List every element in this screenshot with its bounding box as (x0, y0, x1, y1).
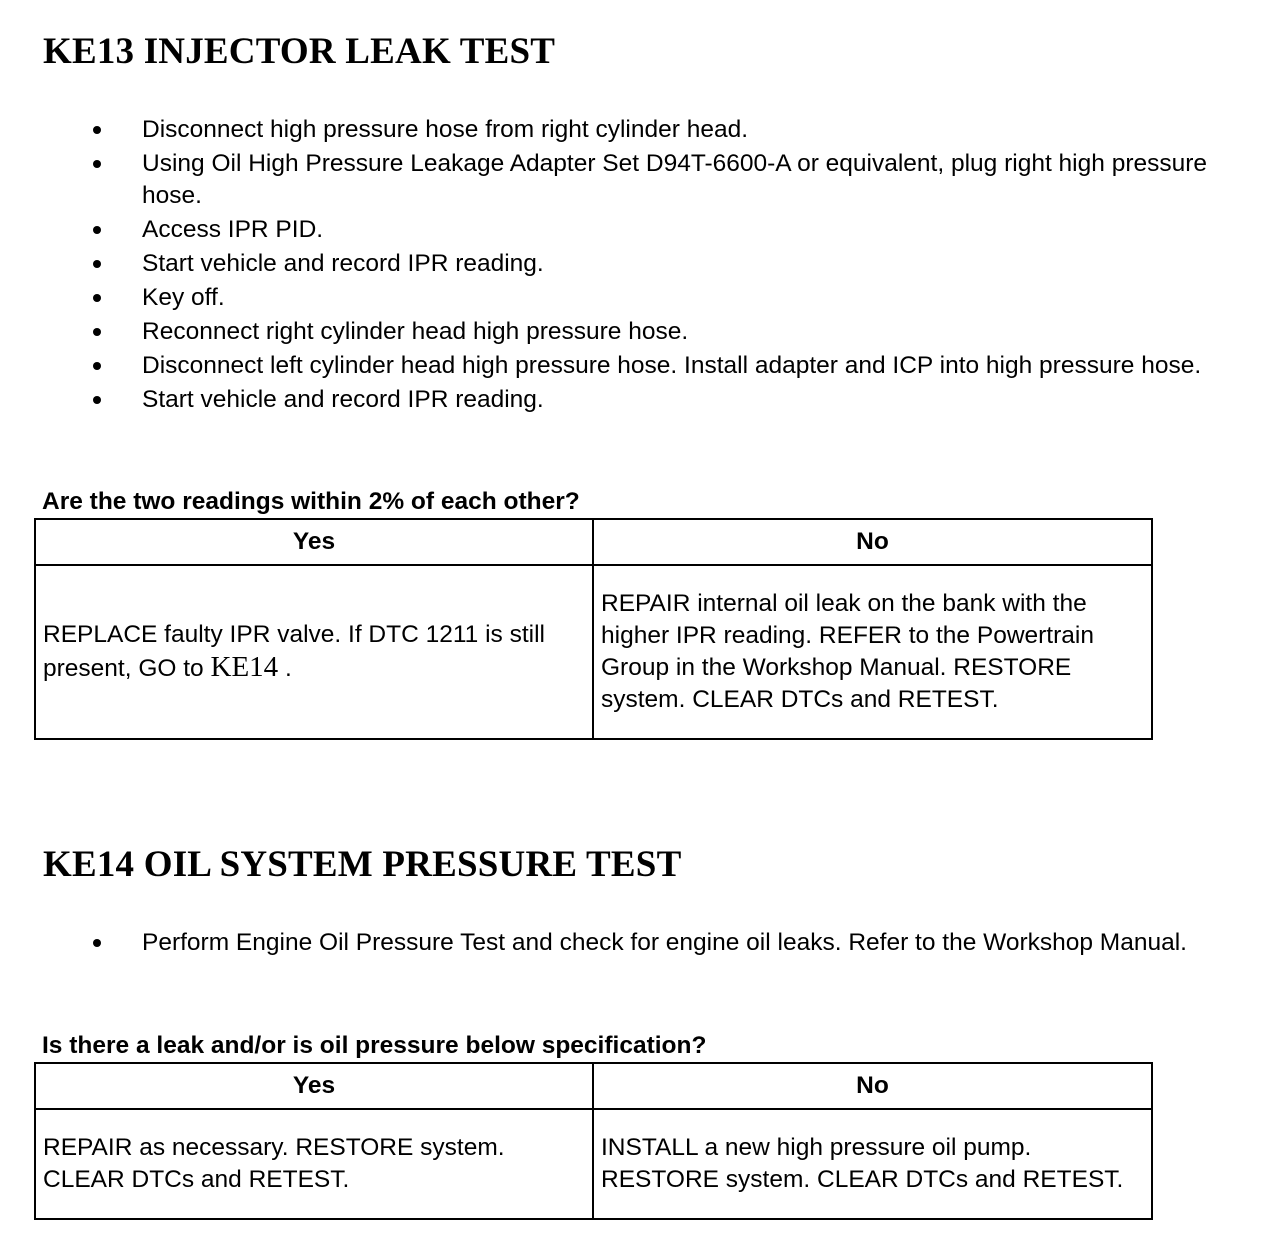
step-text: Access IPR PID. (142, 216, 324, 243)
yes-action: REPAIR as necessary. RESTORE system. CLEAR DTCs and RETEST. (35, 1109, 593, 1219)
list-item (0, 214, 1280, 246)
ke14-reference-link[interactable]: KE14 (210, 651, 279, 683)
bullet-icon (93, 328, 101, 336)
bullet-icon (93, 260, 101, 268)
section-heading: KE13 INJECTOR LEAK TEST (43, 31, 556, 72)
no-action: INSTALL a new high pressure oil pump. RESTORE system. CLEAR DTCs and RETEST. (593, 1109, 1152, 1219)
decision-question: Is there a leak and/or is oil pressure below specification? (42, 1032, 707, 1059)
list-item (0, 282, 1280, 314)
step-text: Using Oil High Pressure Leakage Adapter Set D94T-6600-A or equivalent, plug right high pressure hose. (142, 150, 1208, 209)
bullet-icon (93, 226, 101, 234)
bullet-icon (93, 939, 101, 947)
yes-action-text: REPLACE faulty IPR valve. If DTC 1211 is still present, GO to (43, 621, 545, 682)
table-header-row (35, 1063, 1152, 1109)
yes-action (35, 565, 593, 739)
list-item (0, 350, 1280, 382)
no-action: REPAIR internal oil leak on the bank with the higher IPR reading. REFER to the Powertrain Group in the Workshop Manual. RESTORE system. CLEAR DTCs and RETEST. (593, 565, 1152, 739)
no-header: No (593, 1063, 1152, 1109)
decision-table (34, 518, 1153, 740)
list-item (0, 316, 1280, 348)
bullet-icon (93, 294, 101, 302)
procedure-steps (0, 114, 1280, 418)
step-text: Key off. (142, 284, 225, 311)
list-item (0, 248, 1280, 280)
decision-question: Are the two readings within 2% of each other? (42, 488, 580, 515)
list-item (0, 927, 1280, 959)
yes-header: Yes (35, 519, 593, 565)
step-text: Perform Engine Oil Pressure Test and check for engine oil leaks. Refer to the Workshop Manual. (142, 929, 1187, 956)
bullet-icon (93, 362, 101, 370)
no-header: No (593, 519, 1152, 565)
list-item (0, 114, 1280, 146)
section-heading: KE14 OIL SYSTEM PRESSURE TEST (43, 844, 682, 885)
list-item (0, 384, 1280, 416)
decision-table (34, 1062, 1153, 1220)
yes-header: Yes (35, 1063, 593, 1109)
table-row (35, 565, 1152, 739)
step-text: Disconnect left cylinder head high pressure hose. Install adapter and ICP into high pressure hose. (142, 352, 1202, 379)
step-text: Start vehicle and record IPR reading. (142, 386, 544, 413)
list-item (0, 148, 1280, 212)
step-text: Start vehicle and record IPR reading. (142, 250, 544, 277)
table-header-row (35, 519, 1152, 565)
bullet-icon (93, 396, 101, 404)
yes-action-suffix: . (278, 655, 292, 682)
step-text: Disconnect high pressure hose from right cylinder head. (142, 116, 749, 143)
procedure-steps (0, 927, 1280, 961)
bullet-icon (93, 160, 101, 168)
bullet-icon (93, 126, 101, 134)
step-text: Reconnect right cylinder head high pressure hose. (142, 318, 689, 345)
table-row (35, 1109, 1152, 1219)
